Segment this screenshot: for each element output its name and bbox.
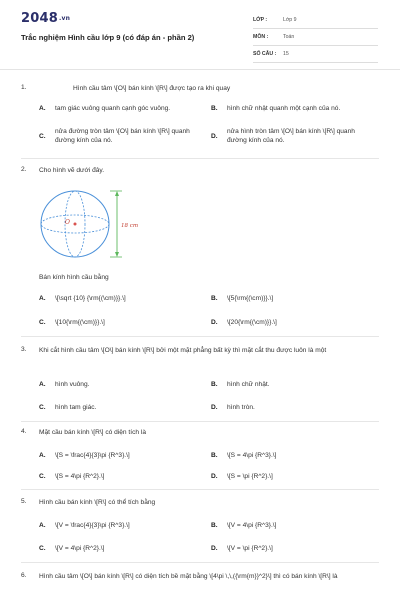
option-text: hình chữ nhật. — [227, 381, 270, 388]
question-divider — [21, 336, 379, 337]
question-number: 4. — [21, 428, 27, 435]
site-logo[interactable] — [21, 11, 70, 26]
option-letter: C. — [39, 404, 46, 411]
logo-suffix: .vn — [58, 15, 71, 22]
option-text: hình vuông. — [55, 381, 90, 388]
option-letter: D. — [211, 319, 218, 326]
option-text: hình tam giác. — [55, 404, 97, 411]
question-text: Hình cầu tâm \[O\] bán kính \[R\] được tạo ra khi quay — [73, 85, 231, 92]
logo-text: 2048 — [21, 11, 58, 26]
option-text: \[S = \frac{4}{3}\pi {R^3}.\] — [55, 452, 130, 459]
meta-value: Lớp 9 — [283, 17, 297, 23]
question-number: 6. — [21, 572, 27, 579]
dimension-label: 18 cm — [121, 223, 139, 229]
meta-label: SỐ CÂU : — [253, 51, 277, 57]
option-text: \[S = 4\pi {R^3}.\] — [227, 452, 277, 459]
option-letter: A. — [39, 381, 46, 388]
meta-row-count — [253, 49, 378, 63]
option-text: \[20{\rm{(\cm)}}.\] — [227, 319, 277, 326]
question-text: Khi cắt hình cầu tâm \[O\] bán kính \[R\] bởi một mặt phẳng bất kỳ thì mặt cắt thu được luôn là một — [39, 347, 327, 354]
option-letter: C. — [39, 319, 46, 326]
question-text: Hình cầu tâm \[O\] bán kính \[R\] có diện tích bề mặt bằng \[4\pi \,\,({\rm{m}}^2}\] thì có bán kính \[R\] là — [39, 573, 338, 580]
option-text: \[V = \frac{4}{3}\pi {R^3}.\] — [55, 522, 130, 529]
option-letter: B. — [211, 522, 218, 529]
option-letter: A. — [39, 105, 46, 112]
option-text: \[V = 4\pi {R^2}.\] — [55, 545, 105, 552]
option-letter: D. — [211, 473, 218, 480]
option-letter: D. — [211, 133, 218, 140]
option-letter: D. — [211, 404, 218, 411]
question-number: 5. — [21, 498, 27, 505]
option-letter: C. — [39, 133, 46, 140]
option-letter: B. — [211, 381, 218, 388]
option-text: tam giác vuông quanh cạnh góc vuông. — [55, 105, 171, 112]
header-divider — [0, 69, 400, 70]
option-letter: C. — [39, 473, 46, 480]
option-text: nửa hình tròn tâm \[O\] bán kính \[R\] quanh đường kính của nó. — [227, 128, 355, 144]
center-label: O — [65, 219, 70, 226]
page-title: Trắc nghiệm Hình cầu lớp 9 (có đáp án - phần 2) — [21, 33, 195, 42]
question-text: Mặt cầu bán kính \[R\] có diện tích là — [39, 429, 147, 436]
option-letter: A. — [39, 295, 46, 302]
question-text: Cho hình vẽ dưới đây. — [39, 167, 105, 174]
question-number: 1. — [21, 84, 27, 91]
question-divider — [21, 562, 379, 563]
option-text: \[5{\rm{(\cm)}}.\] — [227, 295, 274, 302]
question-number: 3. — [21, 346, 27, 353]
option-text: hình tròn. — [227, 404, 255, 411]
meta-label: MÔN : — [253, 34, 269, 40]
question-text: Hình cầu bán kính \[R\] có thể tích bằng — [39, 499, 156, 506]
option-text: nửa đường tròn tâm \[O\] bán kính \[R\] quanh đường kính của nó. — [55, 128, 190, 144]
option-text: \[S = 4\pi {R^2}.\] — [55, 473, 105, 480]
option-text: \[\sqrt {10} {\rm{(\cm)}}.\] — [55, 295, 126, 302]
sphere-figure — [38, 187, 158, 261]
option-text: \[S = \pi {R^2}.\] — [227, 473, 273, 480]
option-letter: D. — [211, 545, 218, 552]
option-letter: B. — [211, 105, 218, 112]
option-text: \[10{\rm{(\cm)}}.\] — [55, 319, 105, 326]
option-letter: A. — [39, 522, 46, 529]
option-letter: B. — [211, 452, 218, 459]
meta-row-class — [253, 15, 378, 29]
question-divider — [21, 158, 379, 159]
question-subtext: Bán kính hình cầu bằng — [39, 274, 109, 281]
option-letter: B. — [211, 295, 218, 302]
option-text: hình chữ nhật quanh một cạnh của nó. — [227, 105, 341, 112]
meta-value: Toán — [283, 34, 295, 40]
question-divider — [21, 421, 379, 422]
meta-value: 15 — [283, 51, 289, 57]
question-divider — [21, 489, 379, 490]
meta-info — [253, 15, 378, 66]
question-number: 2. — [21, 166, 27, 173]
page-header — [0, 0, 400, 68]
meta-label: LỚP : — [253, 17, 268, 23]
option-text: \[V = \pi {R^2}.\] — [227, 545, 273, 552]
option-text: \[V = 4\pi {R^3}.\] — [227, 522, 277, 529]
option-letter: C. — [39, 545, 46, 552]
option-letter: A. — [39, 452, 46, 459]
meta-row-subject — [253, 32, 378, 46]
